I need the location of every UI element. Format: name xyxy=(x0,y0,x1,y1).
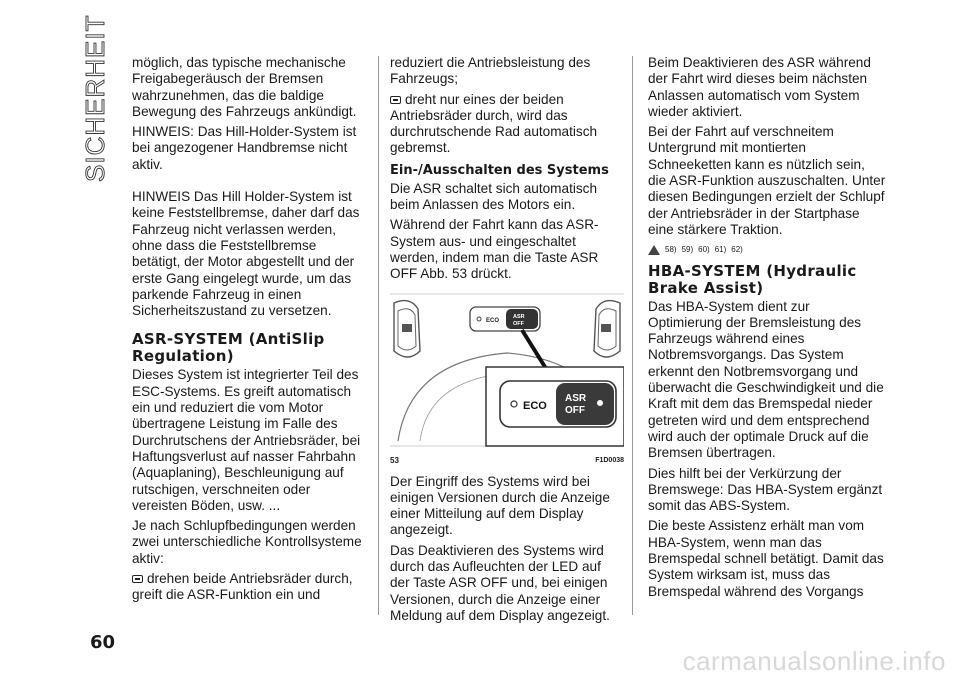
eco-label-small: ECO xyxy=(486,317,500,324)
paragraph: reduziert die Antriebsleistung des Fahrzeugs; xyxy=(390,55,591,87)
figure-53 xyxy=(390,291,624,466)
column-divider xyxy=(378,56,379,615)
eco-label: ECO xyxy=(523,399,547,412)
paragraph: HINWEIS: Das Hill-Holder-System ist bei angezogener Handbremse nicht aktiv. xyxy=(132,124,357,172)
warning-ref[interactable]: 61) xyxy=(714,245,727,255)
figure-code: F1D0038 xyxy=(595,457,624,465)
paragraph: Der Eingriff des Systems wird bei einigen Versionen durch die Anzeige einer Mitteilung auf dem Display angezeigt. xyxy=(390,473,610,538)
paragraph: Beim Deaktivieren des ASR während der Fahrt wird dieses beim nächsten Anlassen automatisch vom System wieder aktiviert. xyxy=(648,55,871,119)
warning-ref[interactable]: 62) xyxy=(731,245,743,255)
paragraph: möglich, das typische mechanische Freigabegeräusch der Bremsen wahrzunehmen, das die baldige Bewegung des Fahrzeugs ankündigt. xyxy=(132,55,357,119)
warning-ref[interactable]: 58) xyxy=(665,245,677,255)
asr-label-2: OFF xyxy=(565,404,585,416)
column-3 xyxy=(648,55,886,604)
warning-ref[interactable]: 59) xyxy=(681,245,694,255)
sub-heading: Ein-/Ausschalten des Systems xyxy=(390,162,609,178)
list-item-text: dreht nur eines der beiden Antriebsräder durch, wird das durchrutschende Rad automatisch gebremst. xyxy=(390,91,598,156)
page-number: 60 xyxy=(90,632,116,653)
paragraph: HINWEIS Das Hill Holder-System ist keine Feststellbremse, daher darf das Fahrzeug nicht verlassen werden, ohne dass die Feststellbremse betätigt, der Motor abgestellt und der erste Gang eingelegt wurde, um das parkende Fahrzeug in einen Sicherheitszustand zu versetzen. xyxy=(132,189,360,319)
section-heading: ASR-SYSTEM (AntiSlip Regulation) xyxy=(132,330,325,366)
list-item xyxy=(132,571,368,604)
section-heading: HBA-SYSTEM (Hydraulic Brake Assist) xyxy=(648,261,857,297)
bullet-icon xyxy=(132,575,143,583)
dashboard-illustration xyxy=(390,291,624,456)
column-2 xyxy=(390,55,624,628)
list-item xyxy=(390,92,624,157)
paragraph: Dies hilft bei der Verkürzung der Bremswege: Das HBA-System ergänzt somit das ABS-System. xyxy=(648,465,883,514)
paragraph: Das HBA-System dient zur Optimierung der Bremsleistung des Fahrzeugs während eines Notbremsvorgangs. Das System erkennt den Notbremsvorgang und überwacht die Geschwindigkeit und die Kraft mit dem das Bremspedal nieder getreten wird und dem entsprechend wird auch der optimale Druck auf die Bremsen übertragen. xyxy=(648,298,884,461)
list-item-text: drehen beide Antriebsräder durch, greift die ASR-Funktion ein und xyxy=(132,571,353,603)
bullet-icon xyxy=(390,96,401,104)
column-1 xyxy=(132,55,368,608)
asr-label-1: ASR xyxy=(565,392,587,404)
paragraph: Während der Fahrt kann das ASR-System aus- und eingeschaltet werden, indem man die Taste ASR OFF Abb. 53 drückt. xyxy=(390,217,599,282)
paragraph: Bei der Fahrt auf verschneitem Untergrund mit montierten Schneeketten kann es nützlich sein, die ASR-Funktion auszuschalten. Unter diesen Bedingungen erzielt der Schlupf der Antriebsräder in der Startphase eine stärkere Traktion. xyxy=(648,124,886,237)
paragraph: Dieses System ist integrierter Teil des ESC-Systems. Es greift automatisch ein und reduziert die vom Motor übertragene Leistung im Falle des Durchrutschens der Antriebsräder, bei Haftungsverlust auf nasser Fahrbahn (Aquaplaning), Beschleunigung auf rutschigen, verschneiten oder vereisten Böden, usw. ... xyxy=(132,367,361,513)
watermark: carmanualsonline.info xyxy=(682,646,946,676)
figure-number: 53 xyxy=(390,456,399,466)
column-divider xyxy=(632,56,633,615)
asr-label-small-2: OFF xyxy=(513,320,524,327)
section-title: SICHERHEIT xyxy=(80,14,110,182)
warning-ref[interactable]: 60) xyxy=(698,245,710,255)
asr-label-small-1: ASR xyxy=(513,313,525,320)
paragraph: Das Deaktivieren des Systems wird durch das Aufleuchten der LED auf der Taste ASR OFF und, bei einigen Versionen, durch die Anzeige einer Meldung auf dem Display angezeigt. xyxy=(390,542,610,623)
paragraph: Die ASR schaltet sich automatisch beim Anlassen des Motors ein. xyxy=(390,180,598,213)
paragraph: Die beste Assistenz erhält man vom HBA-System, wenn man das Bremspedal schnell betätigt. Damit das System wirksam ist, muss das Bremspedal während des Vorgangs xyxy=(648,518,884,599)
warning-triangle-icon xyxy=(648,245,660,255)
paragraph: Je nach Schlupfbedingungen werden zwei unterschiedliche Kontrollsysteme aktiv: xyxy=(132,518,362,566)
warning-references xyxy=(648,242,886,258)
